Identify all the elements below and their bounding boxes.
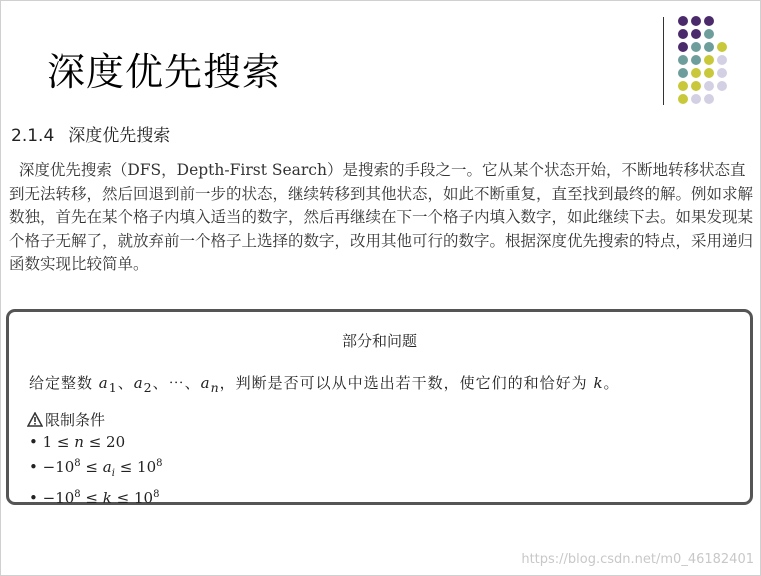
constraint-n: • 1 ≤ n ≤ 20 <box>29 432 163 453</box>
decorative-dot <box>678 68 688 78</box>
decorative-dot <box>678 55 688 65</box>
warning-icon <box>27 412 43 427</box>
body-paragraph: 深度优先搜索（DFS，Depth-First Search）是搜索的手段之一。它从某个状态开始，不断地转移状态直到无法转移，然后回退到前一步的状态，继续转移到其他状态，如此不断重复，直至找到最终的解。例如求解数独，首先在某个格子内填入适当的数字，然后再继续在下一个格子内填入数字，如此继续下去。如果发现某个格子无解了，就放弃前一个格子上选择的数字，改用其他可行的数字。根据深度优先搜索的特点，采用递归函数实现比较简单。 <box>9 161 754 273</box>
decorative-dot <box>691 16 701 26</box>
limits-heading: 限制条件 <box>27 409 105 430</box>
decorative-dot <box>678 81 688 91</box>
watermark: https://blog.csdn.net/m0_46182401 <box>521 552 754 567</box>
divider-line <box>663 17 664 105</box>
decorative-dot <box>678 29 688 39</box>
decorative-dot <box>678 42 688 52</box>
decorative-dot <box>704 55 714 65</box>
decorative-dot <box>717 68 727 78</box>
decorative-dot <box>717 81 727 91</box>
decorative-dot <box>704 68 714 78</box>
problem-box <box>6 309 753 505</box>
section-heading <box>11 121 170 146</box>
decorative-dot <box>691 81 701 91</box>
decorative-dot <box>704 29 714 39</box>
decorative-dot <box>704 94 714 104</box>
constraints-list <box>29 432 163 509</box>
decorative-dot <box>691 42 701 52</box>
decorative-dot <box>691 68 701 78</box>
decorative-dot-grid <box>675 13 755 108</box>
decorative-dot <box>691 29 701 39</box>
section-title: 深度优先搜索 <box>68 126 171 146</box>
decorative-dot <box>717 55 727 65</box>
problem-title: 部分和问题 <box>341 332 417 350</box>
page-title: 深度优先搜索 <box>47 50 282 94</box>
decorative-dot <box>704 42 714 52</box>
decorative-dot <box>704 81 714 91</box>
problem-statement: 给定整数 $a_1$、$a_2$、⋯、$a_n$，判断是否可以从中选出若干数，使它们的和恰好为 k。 <box>29 374 620 395</box>
decorative-dot <box>691 55 701 65</box>
decorative-dot <box>691 94 701 104</box>
decorative-dot <box>717 42 727 52</box>
decorative-dot <box>704 16 714 26</box>
constraint-a: • $-10^8 \le a_i \le 10^8$ <box>29 453 163 484</box>
decorative-dot <box>678 16 688 26</box>
decorative-dot <box>678 94 688 104</box>
section-number: 2.1.4 <box>11 126 55 146</box>
constraint-k: • $-10^8 \le k \le 10^8$ <box>29 484 163 509</box>
